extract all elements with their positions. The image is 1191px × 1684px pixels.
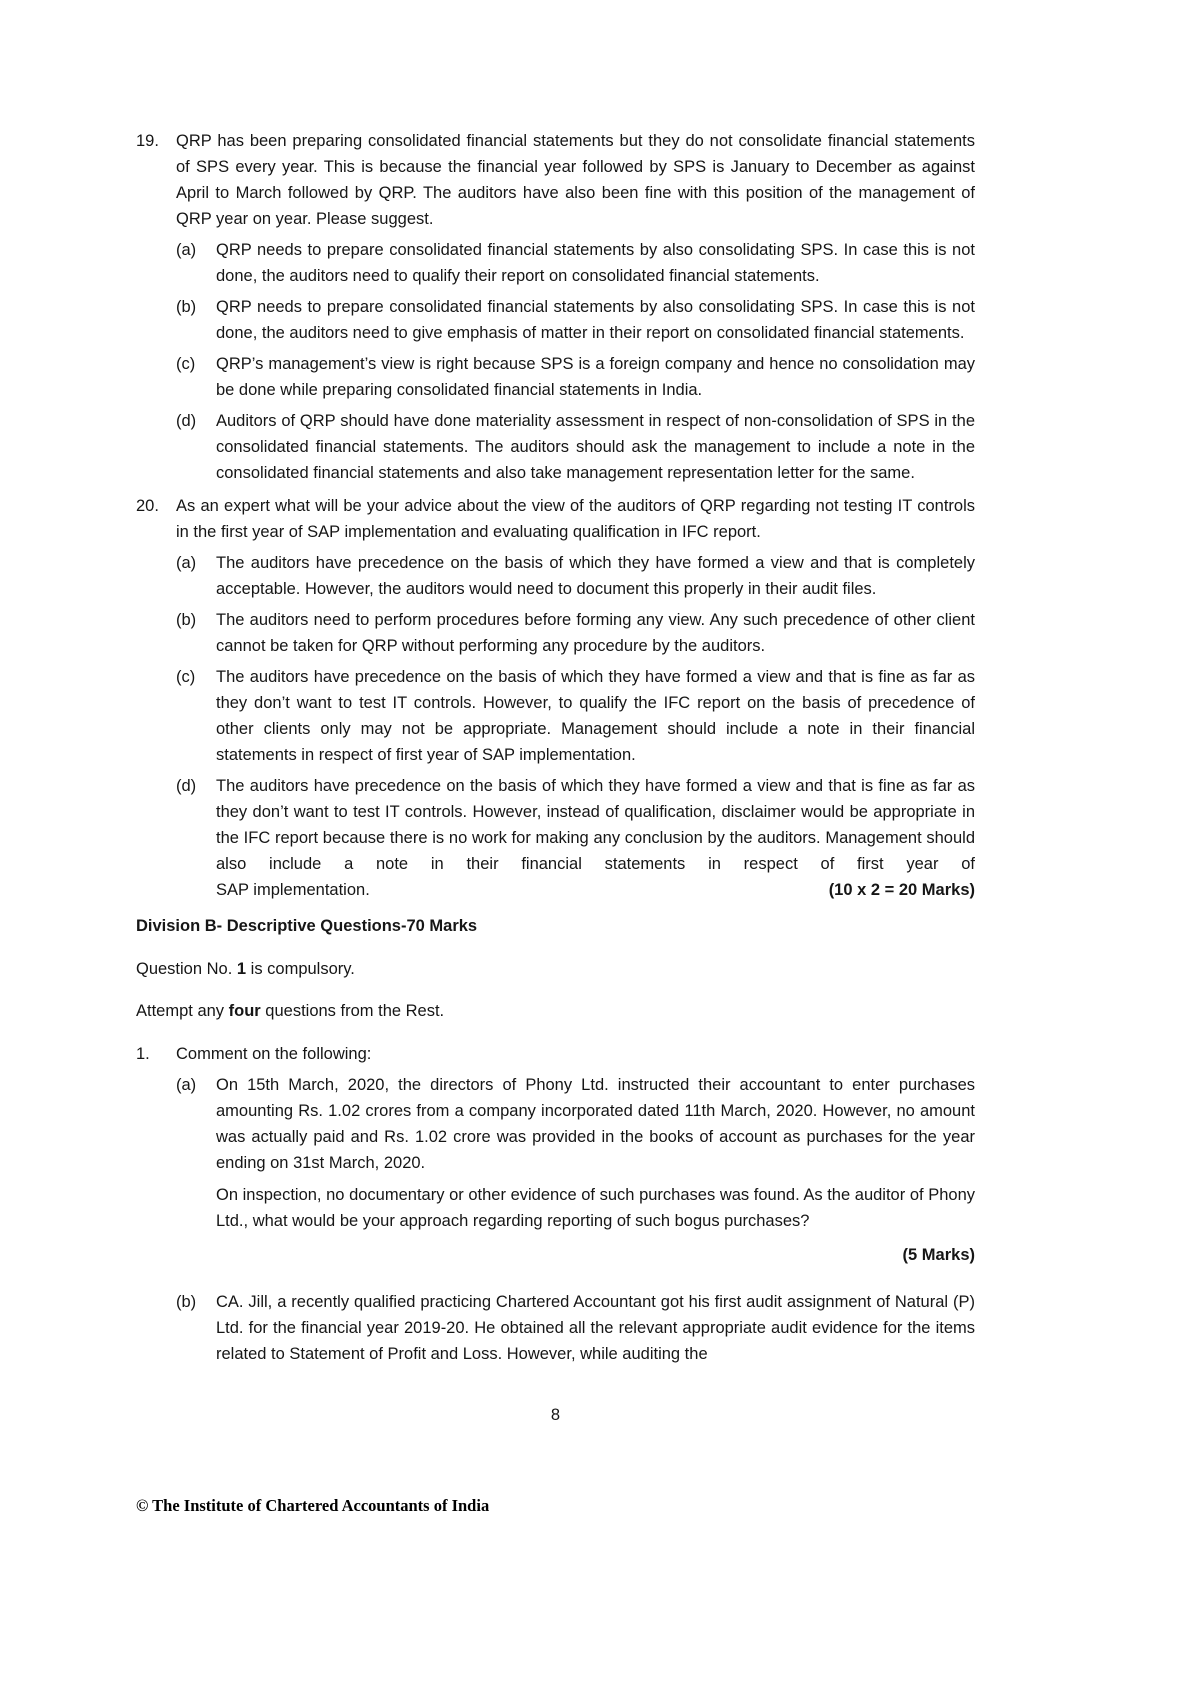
note-text: Question No. [136, 959, 237, 978]
part-b-text: CA. Jill, a recently qualified practicing Chartered Accountant got his first audit assignment of Natural (P) Ltd. for the financial year 2019-20. He obtained all the relevant appropriate audit evidence for the items related to Statement of Profit and Loss. However, while auditing the [216, 1293, 975, 1363]
option-text-tail: SAP implementation. [216, 881, 370, 899]
question-20-option-a [176, 550, 975, 602]
note-text: is compulsory. [246, 959, 355, 978]
option-text: The auditors have precedence on the basis of which they have formed a view and that is fine as far as they don’t want to test IT controls. However, to qualify the IFC report on the basis of precedence of other clients only may not be appropriate. Management should include a note in their financial statements in respect of first year of SAP implementation. [216, 668, 975, 764]
option-text: Auditors of QRP should have done materiality assessment in respect of non-consolidation of SPS in the consolidated financial statements. The auditors should ask the management to include a note in the consolidated financial statements and also take management representation letter for the same. [216, 412, 975, 482]
attempt-note [136, 998, 975, 1024]
part-a-paragraph-1: On 15th March, 2020, the directors of Phony Ltd. instructed their accountant to enter purchases amounting Rs. 1.02 crores from a company incorporated dated 11th March, 2020. However, no amount was actually paid and Rs. 1.02 crore was provided in the books of account as purchases for the year ending on 31st March, 2020. [216, 1075, 975, 1172]
copyright-footer: © The Institute of Chartered Accountants of India [136, 1496, 490, 1515]
question-1-number: 1. [136, 1044, 150, 1063]
option-label: (a) [176, 1075, 197, 1094]
option-d-body [216, 773, 975, 903]
question-19 [136, 128, 975, 486]
question-20-number: 20. [136, 497, 159, 515]
part-a-body [216, 1072, 975, 1285]
question-1-part-a [176, 1072, 975, 1285]
question-1-text: Comment on the following: [176, 1044, 372, 1063]
question-20-option-d [176, 773, 975, 903]
question-1-part-b [176, 1289, 975, 1367]
question-19-option-d [176, 408, 975, 486]
option-label: (a) [176, 241, 197, 259]
option-label: (d) [176, 412, 197, 430]
note-text: questions from the Rest. [260, 1002, 445, 1020]
question-20-body [176, 493, 975, 903]
division-b-heading: Division B- Descriptive Questions-70 Marks [136, 917, 478, 935]
option-text: The auditors have precedence on the basis of which they have formed a view and that is completely acceptable. However, the auditors would need to document this properly in their audit files. [216, 554, 975, 598]
note-bold: 1 [236, 959, 247, 978]
marks-badge: (10 x 2 = 20 Marks) [828, 881, 975, 899]
note-text: Attempt any [136, 1002, 229, 1020]
question-20-option-c [176, 664, 975, 768]
option-label: (c) [176, 355, 196, 373]
question-19-number: 19. [136, 132, 159, 150]
page-number: 8 [550, 1406, 561, 1424]
option-text: QRP’s management’s view is right because SPS is a foreign company and hence no consolidation may be done while preparing consolidated financial statements in India. [216, 355, 975, 399]
option-label: (d) [176, 777, 197, 795]
part-a-paragraph-2: On inspection, no documentary or other evidence of such purchases was found. As the auditor of Phony Ltd., what would be your approach regarding reporting of such bogus purchases? [216, 1185, 975, 1230]
question-19-option-c [176, 351, 975, 403]
option-text: QRP needs to prepare consolidated financial statements by also consolidating SPS. In case this is not done, the auditors need to give emphasis of matter in their report on consolidated financial statements. [216, 298, 975, 342]
option-text: QRP needs to prepare consolidated financial statements by also consolidating SPS. In case this is not done, the auditors need to qualify their report on consolidated financial statements. [216, 241, 975, 285]
question-1 [136, 1041, 975, 1368]
question-19-option-a [176, 237, 975, 289]
option-d-last-line [216, 877, 975, 903]
question-1-body [176, 1041, 975, 1368]
question-20 [136, 493, 975, 903]
marks-badge: (5 Marks) [902, 1245, 975, 1264]
option-label: (c) [176, 668, 196, 686]
question-19-body [176, 128, 975, 486]
option-label: (b) [176, 298, 197, 316]
question-19-option-b [176, 294, 975, 346]
option-text: The auditors need to perform procedures before forming any view. Any such precedence of other client cannot be taken for QRP without performing any procedure by the auditors. [216, 611, 975, 655]
option-text: The auditors have precedence on the basis of which they have formed a view and that is fine as far as they don’t want to test IT controls. However, instead of qualification, disclaimer would be appropriate in the IFC report because there is no work for making any conclusion by the auditors. Management should also include a note in their financial statements in respect of first year of [216, 777, 975, 873]
note-bold: four [228, 1002, 261, 1020]
question-20-option-b [176, 607, 975, 659]
question-19-text: QRP has been preparing consolidated financial statements but they do not consolidate financial statements of SPS every year. This is because the financial year followed by SPS is January to December as against April to March followed by QRP. The auditors have also been fine with this position of the management of QRP year on year. Please suggest. [176, 132, 975, 228]
option-label: (a) [176, 554, 197, 572]
compulsory-note [136, 956, 975, 982]
page-content [136, 128, 975, 1367]
question-20-text: As an expert what will be your advice about the view of the auditors of QRP regarding not testing IT controls in the first year of SAP implementation and evaluating qualification in IFC report. [176, 497, 975, 541]
option-label: (b) [176, 611, 197, 629]
option-label: (b) [176, 1293, 197, 1311]
